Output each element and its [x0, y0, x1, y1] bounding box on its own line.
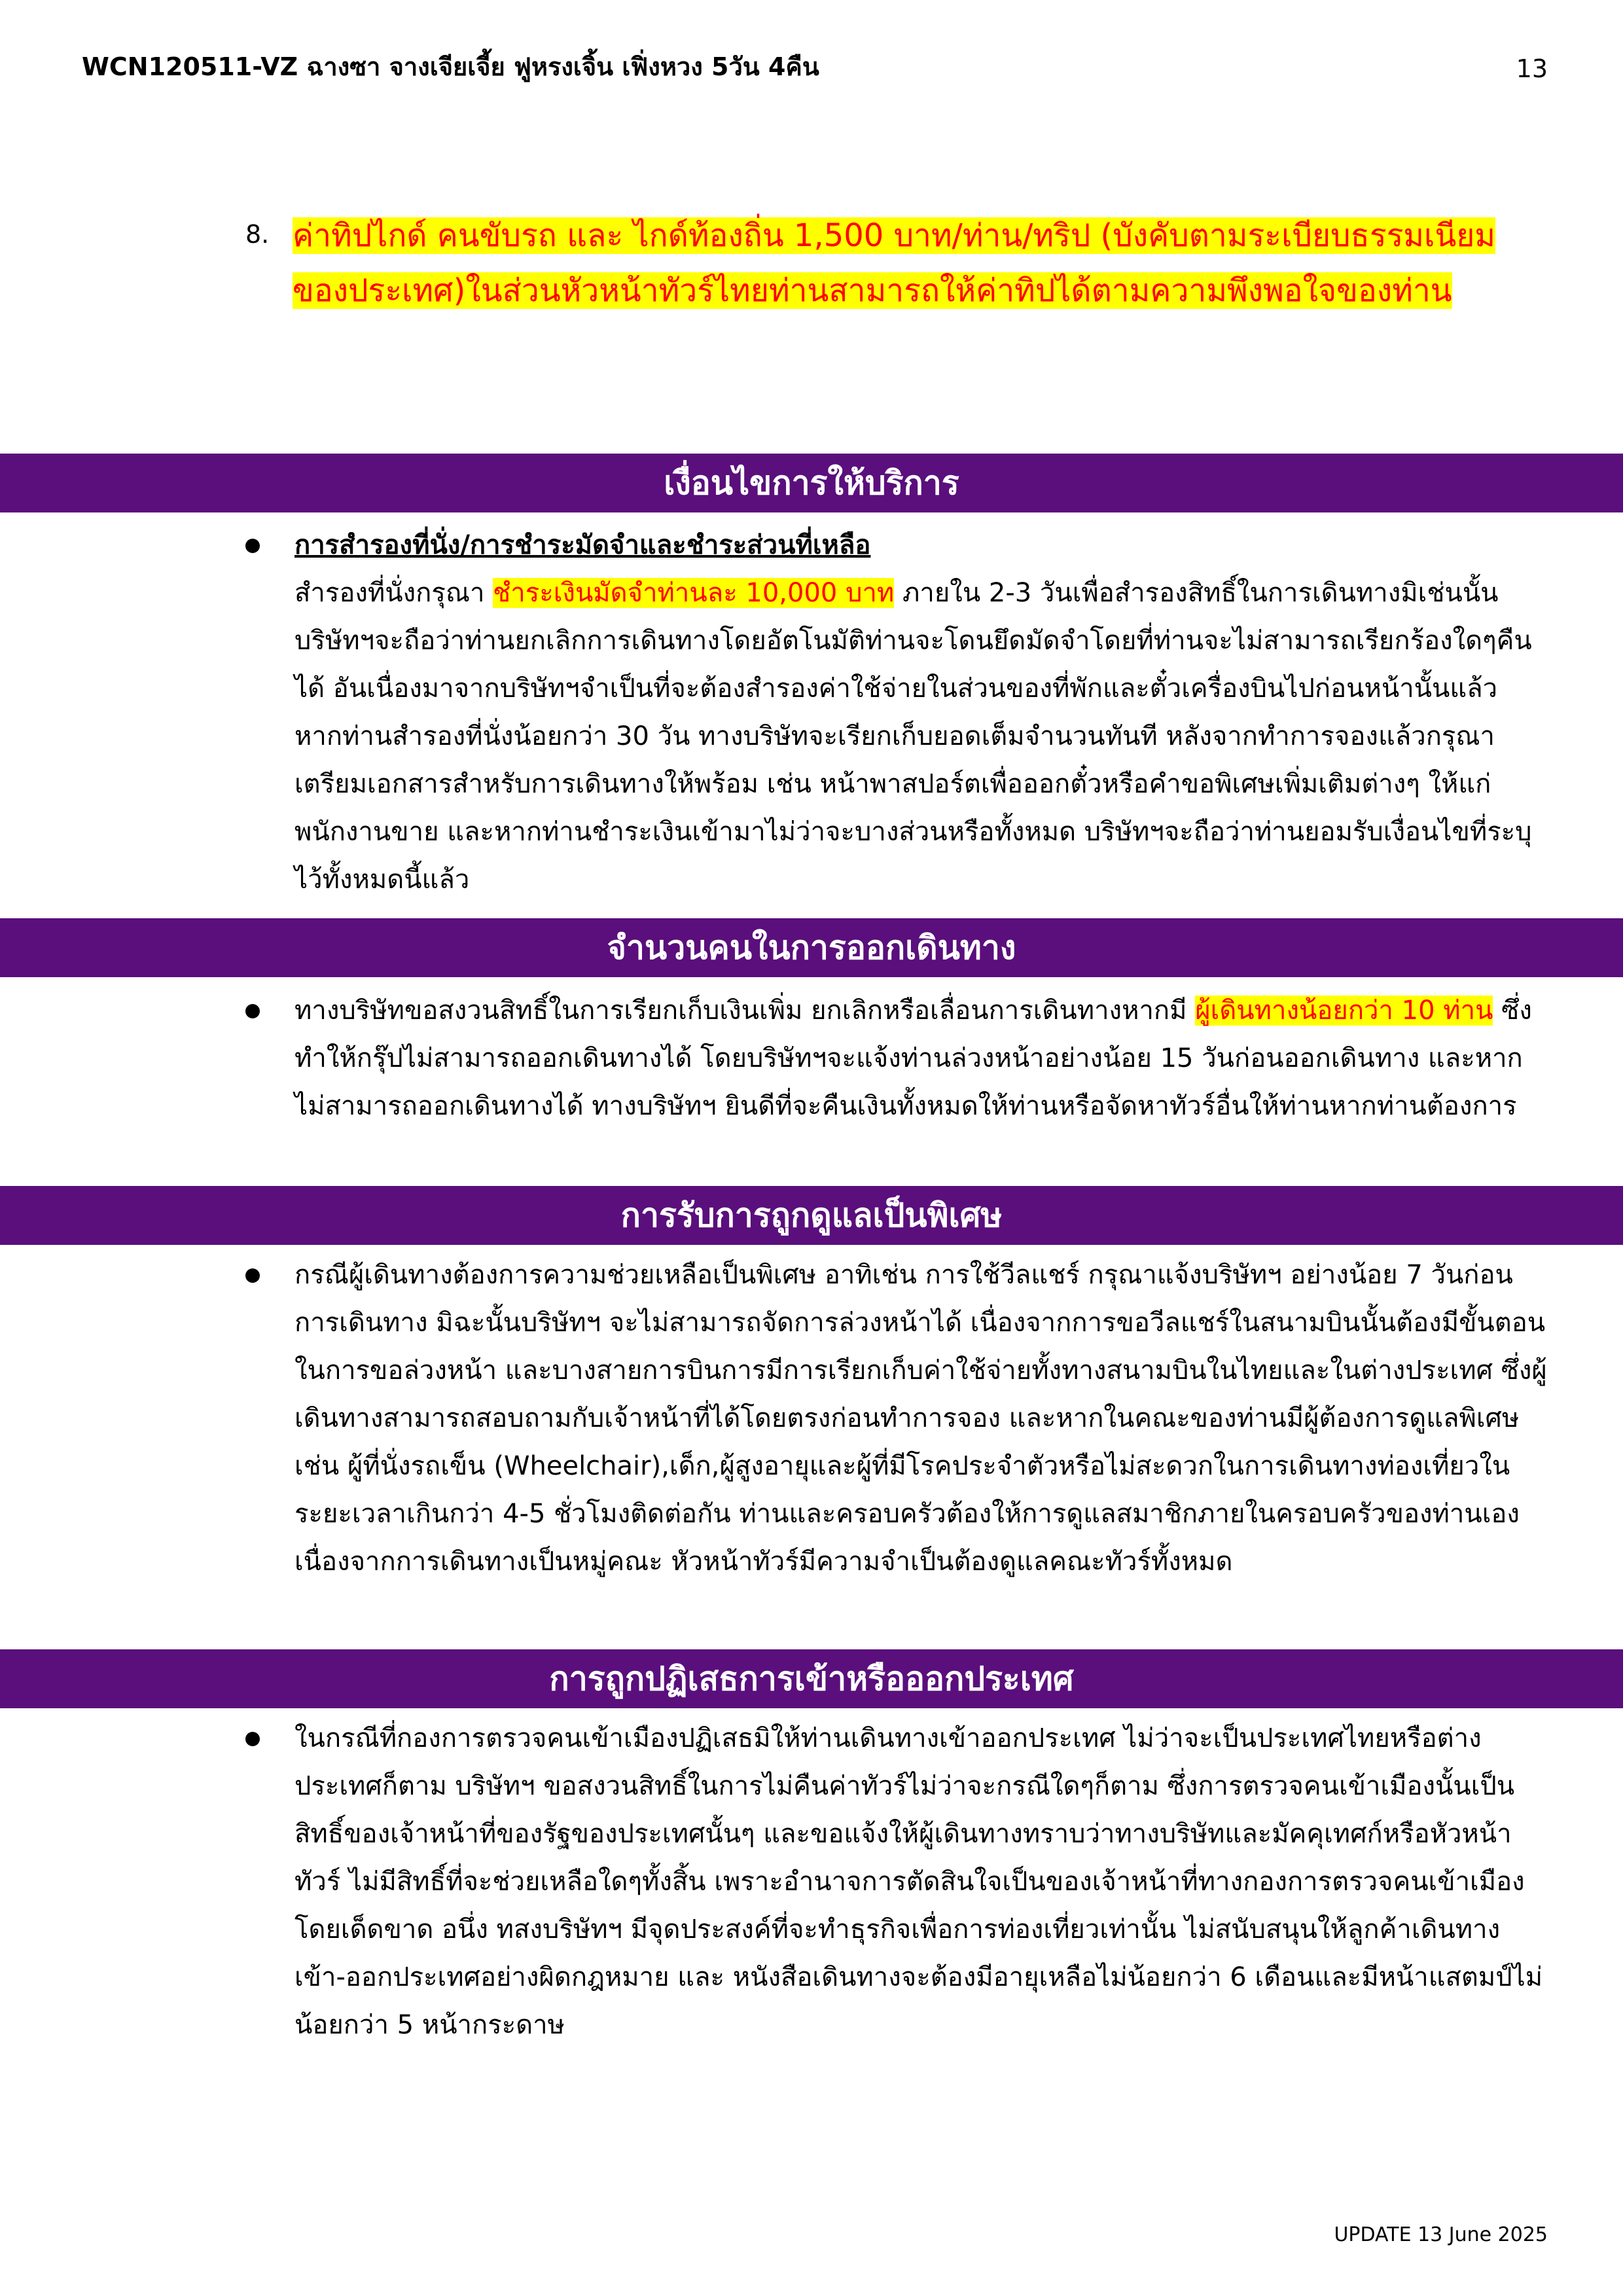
section-header-entry-denial: การถูกปฏิเสธการเข้าหรือออกประเทศ — [0, 1649, 1623, 1708]
conditions-block — [245, 522, 1548, 904]
section-header-group-size: จำนวนคนในการออกเดินทาง — [0, 918, 1623, 977]
page-header-title: WCN120511-VZ ฉางซา จางเจียเจี้ย ฟูหรงเจิ้น เฟิ่งหวง 5วัน 4คืน — [82, 52, 819, 81]
conditions-text-after: ภายใน 2-3 วันเพื่อสำรองสิทธิ์ในการเดินทางมิเช่นนั้นบริษัทฯจะถือว่าท่านยกเลิกการเดินทางโดยอัตโนมัติท่านจะโดนยึดมัดจำโดยที่ท่านจะไม่สามารถเรียกร้องใดๆคืนได้ อันเนื่องมาจากบริษัทฯจำเป็นที่จะต้องสำรองค่าใช้จ่ายในส่วนของที่พักและตั๋วเครื่องบินไปก่อนหน้านั้นแล้ว หากท่านสำรองที่นั่งน้อยกว่า 30 วัน ทางบริษัทจะเรียกเก็บยอดเต็มจำนวนทันที หลังจากทำการจองแล้วกรุณาเตรียมเอกสารสำหรับการเดินทางให้พร้อม เช่น หน้าพาสปอร์ตเพื่อออกตั๋วหรือคำขอพิเศษเพิ่มเติมต่างๆ ให้แก่พนักงานขาย และหากท่านชำระเงินเข้ามาไม่ว่าจะบางส่วนหรือทั้งหมด บริษัทฯจะถือว่าท่านยอมรับเงื่อนไขที่ระบุไว้ทั้งหมดนี้แล้ว — [294, 578, 1532, 895]
entry-denial-block — [245, 1715, 1548, 2049]
min-travelers-highlight: ผู้เดินทางน้อยกว่า 10 ท่าน — [1195, 996, 1493, 1026]
group-size-text — [294, 987, 1548, 1130]
section-header-conditions: เงื่อนไขการให้บริการ — [0, 454, 1623, 512]
deposit-highlight: ชำระเงินมัดจำท่านละ 10,000 บาท — [493, 578, 895, 608]
conditions-bullet-title: การสำรองที่นั่ง/การชำระมัดจำและชำระส่วนที่เหลือ — [294, 530, 871, 560]
bullet-icon — [245, 539, 260, 553]
bullet-icon — [245, 1268, 260, 1283]
bullet-icon — [245, 1732, 260, 1746]
conditions-text — [294, 522, 1548, 904]
special-care-text: กรณีผู้เดินทางต้องการความช่วยเหลือเป็นพิเศษ อาทิเช่น การใช้วีลแชร์ กรุณาแจ้งบริษัทฯ อย่างน้อย 7 วันก่อนการเดินทาง มิฉะนั้นบริษัทฯ จะไม่สามารถจัดการล่วงหน้าได้ เนื่องจากการขอวีลแชร์ในสนามบินนั้นต้องมีขั้นตอนในการขอล่วงหน้า และบางสายการบินการมีการเรียกเก็บค่าใช้จ่ายทั้งทางสนามบินในไทยและในต่างประเทศ ซึ่งผู้เดินทางสามารถสอบถามกับเจ้าหน้าที่ได้โดยตรงก่อนทำการจอง และหากในคณะของท่านมีผู้ต้องการดูแลพิเศษ เช่น ผู้ที่นั่งรถเข็น (Wheelchair),เด็ก,ผู้สูงอายุและผู้ที่มีโรคประจำตัวหรือไม่สะดวกในการเดินทางท่องเที่ยวในระยะเวลาเกินกว่า 4-5 ชั่วโมงติดต่อกัน ท่านและครอบครัวต้องให้การดูแลสมาชิกภายในครอบครัวของท่านเอง เนื่องจากการเดินทางเป็นหมู่คณะ หัวหน้าทัวร์มีความจำเป็นต้องดูแลคณะทัวร์ทั้งหมด — [294, 1260, 1547, 1577]
group-size-block — [245, 987, 1548, 1130]
entry-denial-text: ในกรณีที่กองการตรวจคนเข้าเมืองปฏิเสธมิให้ท่านเดินทางเข้าออกประเทศ ไม่ว่าจะเป็นประเทศไทยหรือต่างประเทศก็ตาม บริษัทฯ ขอสงวนสิทธิ์ในการไม่คืนค่าทัวร์ไม่ว่าจะกรณีใดๆก็ตาม ซึ่งการตรวจคนเข้าเมืองนั้นเป็นสิทธิ์ของเจ้าหน้าที่ของรัฐของประเทศนั้นๆ และขอแจ้งให้ผู้เดินทางทราบว่าทางบริษัทและมัคคุเทศก์หรือหัวหน้าทัวร์ ไม่มีสิทธิ์ที่จะช่วยเหลือใดๆทั้งสิ้น เพราะอำนาจการตัดสินใจเป็นของเจ้าหน้าที่ทางกองการตรวจคนเข้าเมืองโดยเด็ดขาด อนึ่ง ทสงบริษัทฯ มีจุดประสงค์ที่จะทำธุรกิจเพื่อการท่องเที่ยวเท่านั้น ไม่สนับสนุนให้ลูกค้าเดินทางเข้า-ออกประเทศอย่างผิดกฎหมาย และ หนังสือเดินทางจะต้องมีอายุเหลือไม่น้อยกว่า 6 เดือนและมีหน้าแสตมป์ไม่น้อยกว่า 5 หน้ากระดาษ — [294, 1723, 1543, 2040]
page-number: 13 — [1516, 54, 1548, 83]
group-size-text-before: ทางบริษัทขอสงวนสิทธิ์ในการเรียกเก็บเงินเพิ่ม ยกเลิกหรือเลื่อนการเดินทางหากมี — [294, 996, 1196, 1026]
tip-item-text-container — [293, 208, 1522, 318]
tip-item-number: 8. — [245, 220, 270, 249]
update-footer: UPDATE 13 June 2025 — [1334, 2223, 1548, 2246]
bullet-icon — [245, 1004, 260, 1018]
tip-item-text: ค่าทิปไกด์ คนขับรถ และ ไกด์ท้องถิ่น 1,500 บาท/ท่าน/ทริป (บังคับตามระเบียบธรรมเนียมของประเทศ)ในส่วนหัวหน้าทัวร์ไทยท่านสามารถให้ค่าทิปได้ตามความพึงพอใจของท่าน — [293, 217, 1496, 309]
group-size-text-after: ซึ่งทำให้กรุ๊ปไม่สามารถออกเดินทางได้ โดยบริษัทฯจะแจ้งท่านล่วงหน้าอย่างน้อย 15 วันก่อนออกเดินทาง และหากไม่สามารถออกเดินทางได้ ทางบริษัทฯ ยินดีที่จะคืนเงินทั้งหมดให้ท่านหรือจัดหาทัวร์อื่นให้ท่านหากท่านต้องการ — [294, 996, 1532, 1121]
special-care-block — [245, 1251, 1548, 1586]
conditions-text-before: สำรองที่นั่งกรุณา — [294, 578, 493, 608]
tip-item — [245, 208, 1522, 318]
section-header-special-care: การรับการถูกดูแลเป็นพิเศษ — [0, 1186, 1623, 1245]
